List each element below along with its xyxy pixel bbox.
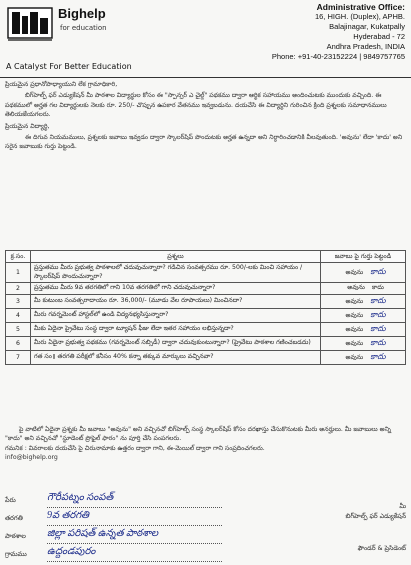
col-answer: జవాబు పై గుర్తు పెట్టండి: [321, 251, 406, 263]
col-serial: క్ర.సం.: [6, 251, 31, 263]
phone-number: Phone: +91-40-23152224 | 9849757765: [271, 52, 405, 61]
sign-line: మీ: [399, 503, 406, 510]
question-text: మీరు ఏదైనా ప్రభుత్వ పథకము (గవర్నమెంట్ సబ్సిడీ) ద్వారా చదువుకుంటున్నారా? (ప్రైవేటు పాఠశాల గణించబడదు): [31, 336, 321, 350]
answer-cell: [321, 283, 406, 295]
answer-yes[interactable]: అవును: [347, 284, 365, 292]
address-line: Balajinagar, Kukatpally: [329, 22, 405, 31]
name-field[interactable]: గౌరీపట్నం సంపత్: [47, 491, 222, 508]
answer-cell: [321, 336, 406, 350]
office-title: Administrative Office:: [316, 2, 405, 12]
answer-mark: కాదు: [370, 337, 386, 347]
intro-paragraph: బిగ్‌హెల్ప్ ఫర్ ఎడ్యుకేషన్ మీ పాఠశాల విద్యార్థుల కోసం ఈ "స్పాన్సర్ ఎ చైల్డ్" పథకము ద్వారా ఆర్థిక సహాయము అందించుటకు ముందుకు వచ్చింది. ఈ పథకములో అర్హత గల విద్యార్థులకు నెలకు రూ. 250/- చొప్పున ఉపకార వేతనము ఇవ్వబడును. దయచేసి ఈ విద్యార్థిని గురించిన క్రింది ప్రశ్నలకు సమాధానములు తెలియజేయగలరు.: [5, 92, 387, 119]
brand-name: Bighelp: [58, 6, 106, 21]
table-row: [6, 308, 406, 322]
row-number: 7: [6, 350, 31, 364]
student-details-form: [5, 492, 265, 564]
answer-cell: [321, 350, 406, 364]
table-row: [6, 294, 406, 308]
header-divider: [0, 77, 411, 78]
salutation: ప్రియమైన ప్రధానోపాధ్యాయుని లేక గ్రామాధికారి,: [5, 81, 118, 88]
row-number: 4: [6, 308, 31, 322]
answer-cell: [321, 322, 406, 336]
answer-yes[interactable]: అవును: [345, 339, 364, 347]
field-label: పేరు: [5, 496, 16, 504]
answer-mark: కాదు: [370, 351, 386, 361]
answer-yes[interactable]: అవును: [345, 325, 364, 333]
answer-mark: కాదు: [370, 309, 386, 319]
answer-yes[interactable]: అవును: [345, 353, 364, 361]
table-header-row: [6, 251, 406, 263]
form-row: [5, 528, 265, 546]
contact-email[interactable]: info@bighelp.org: [5, 454, 58, 462]
answer-cell: [321, 294, 406, 308]
table-row: [6, 350, 406, 364]
question-text: ప్రస్తుతము మీరు ప్రభుత్వ పాఠశాలలో చదువుచున్నారా? గడిచిన సంవత్సరము రూ. 500/-లకు మించి సహాయం / స్కాలర్‌షిప్ పొందుచున్నారా?: [31, 263, 321, 283]
sign-title: ఫౌండర్ & ప్రెసిడెంట్: [357, 545, 406, 552]
village-field[interactable]: ఉద్దండపురం: [47, 545, 222, 562]
sign-org: బిగ్‌హెల్ప్ ఫర్ ఎడ్యుకేషన్: [345, 513, 406, 520]
form-row: [5, 510, 265, 528]
field-label: తరగతి: [5, 514, 23, 522]
closing-paragraph: పై వాటిలో ఏదైనా ప్రశ్నకు మీ జవాబు "అవును" అని వచ్చినచో బిగ్‌హెల్ప్ సంస్థ స్కాలర్‌షిప్ కోసం దరఖాస్తు చేసుకొనుటకు మీరు అనర్హులు. మీ జవాబులు అన్ని "కాదు" అని వచ్చినచో "స్టూడెంట్ ప్రొఫైల్ ఫారం" ను పూర్తి చేసి పంపగలరు.: [5, 426, 392, 443]
answer-mark: కాదు: [372, 284, 384, 292]
answer-mark: కాదు: [370, 267, 386, 276]
answer-mark: కాదు: [370, 323, 386, 333]
logo-icon: [6, 4, 54, 44]
field-label: గ్రామము: [5, 550, 27, 558]
class-field[interactable]: 9వ తరగతి: [47, 509, 222, 526]
answer-yes[interactable]: అవును: [345, 311, 364, 319]
question-text: మీ కుటుంబ సంవత్సరాదాయం రూ. 36,000/- (మూడు వేల రూపాయలు) మించినదా?: [31, 294, 321, 308]
table-row: [6, 283, 406, 295]
closing-notes: [5, 425, 406, 463]
row-number: 1: [6, 263, 31, 283]
question-text: ప్రస్తుతము మీరు 9వ తరగతిలో గాని 10వ తరగతిలో గాని చదువుచున్నారా?: [31, 283, 321, 295]
row-number: 2: [6, 283, 31, 295]
address-line: 16, HIGH. (Duplex), APHB.: [314, 12, 405, 21]
table-row: [6, 336, 406, 350]
tagline: A Catalyst For Better Education: [6, 62, 132, 71]
sign-space: [300, 522, 406, 544]
eligibility-table: [5, 250, 406, 365]
office-address: [235, 2, 405, 62]
question-text: గత సం॥ తరగతి పరీక్షలో కనీసం 40% కన్నా తక్కువ మార్కులు వచ్చినవా?: [31, 350, 321, 364]
row-number: 5: [6, 322, 31, 336]
letterhead: [0, 0, 411, 78]
question-text: మీకు ఏదైనా ప్రైవేటు సంస్థ ద్వారా ట్యూషన్ ఫీజు లేదా ఇతర సహాయం లభిస్తున్నదా?: [31, 322, 321, 336]
answer-yes[interactable]: అవును: [345, 269, 364, 276]
question-text: మీరు గవర్నమెంట్ హాస్టల్‌లో ఉండి విద్యనభ్యసిస్తున్నారా?: [31, 308, 321, 322]
address-line: Andhra Pradesh, INDIA: [326, 42, 405, 51]
letter-body: [5, 80, 406, 154]
brand-subtitle: for education: [60, 24, 107, 32]
note-paragraph: గమనిక : వివరాలకు దయచేసి పై చిరునామాకు ఉత్తరం ద్వారా గాని, ఈ-మెయిల్ ద్వారా గాని సంప్రదించగలరు.: [5, 444, 265, 452]
answer-mark: కాదు: [370, 295, 386, 305]
signature-block: [300, 502, 406, 554]
answer-cell: [321, 263, 406, 283]
form-row: [5, 546, 265, 564]
row-number: 6: [6, 336, 31, 350]
instructions-paragraph: ఈ దిగువ నియమములు, ప్రశ్నలకు జవాబు ఇవ్వడం ద్వారా స్కాలర్‌షిప్ పొందుటకు అర్హత ఉన్నదా అని నిర్ధారించడానికి వీలవుతుంది. 'అవును' లేదా 'కాదు' అని సరైన జవాబుకు గుర్తు పెట్టండి.: [5, 134, 403, 151]
row-number: 3: [6, 294, 31, 308]
school-field[interactable]: జిల్లా పరిషత్ ఉన్నత పాఠశాల: [47, 527, 222, 544]
address-line: Hyderabad - 72: [353, 32, 405, 41]
answer-cell: [321, 308, 406, 322]
student-salutation: ప్రియమైన విద్యార్థి,: [5, 122, 50, 130]
answer-yes[interactable]: అవును: [345, 297, 364, 305]
field-label: పాఠశాల: [5, 532, 26, 540]
col-question: ప్రశ్నలు: [31, 251, 321, 263]
form-row: [5, 492, 265, 510]
table-row: [6, 263, 406, 283]
table-row: [6, 322, 406, 336]
